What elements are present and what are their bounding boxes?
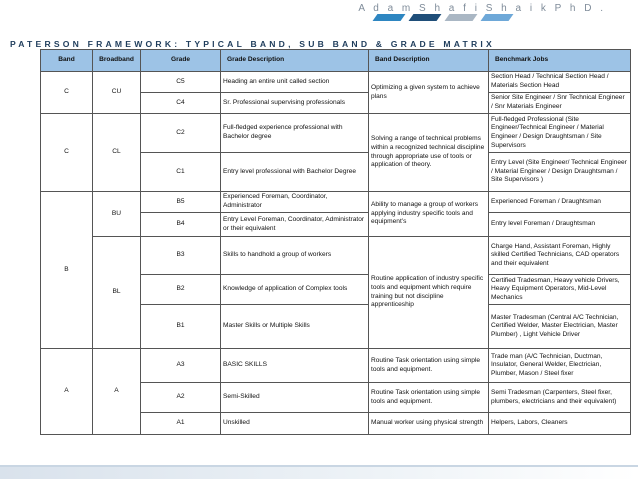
- band-description-cell: Routine application of industry specific tools and equipment which require training but not discipline apprenticeship: [369, 237, 489, 349]
- benchmark-jobs-cell: Entry level Foreman / Draughtsman: [489, 213, 631, 237]
- band-description-cell: Routine Task orientation using simple tools and equipment.: [369, 349, 489, 383]
- grade-description-cell: Entry Level Foreman, Coordinator, Administrator or their equivalent: [221, 213, 369, 237]
- band-cell: B: [41, 192, 93, 349]
- benchmark-jobs-cell: Master Tradesman (Central A/C Technician, Certified Welder, Master Electrician, Master Plumber) , Light Vehicle Driver: [489, 305, 631, 349]
- benchmark-jobs-cell: Charge Hand, Assistant Foreman, Highly skilled Certified Technicians, CAD operators and their equivalent: [489, 237, 631, 275]
- table-row: [41, 349, 631, 383]
- grade-cell: C2: [141, 114, 221, 153]
- benchmark-jobs-cell: Helpers, Labors, Cleaners: [489, 413, 631, 435]
- stripe-4: [481, 14, 514, 21]
- broadband-cell: A: [93, 349, 141, 435]
- table-row: [41, 114, 631, 153]
- bottom-bar-stroke: [0, 465, 638, 467]
- benchmark-jobs-cell: Entry Level (Site Engineer/ Technical Engineer / Material Engineer / Design Draughtsman / Site Supervisors ): [489, 153, 631, 192]
- grade-description-cell: Skills to handhold a group of workers: [221, 237, 369, 275]
- table-row: [41, 192, 631, 213]
- author-name: A d a m S h a f i S h a i k P h D .: [358, 3, 606, 14]
- broadband-cell: CL: [93, 114, 141, 192]
- grade-description-cell: Experienced Foreman, Coordinator, Administrator: [221, 192, 369, 213]
- band-description-cell: Solving a range of technical problems within a recognized technical discipline through appropriate use of tools or application of theory.: [369, 114, 489, 192]
- header-grade-description: Grade Description: [221, 50, 369, 72]
- stripe-3: [445, 14, 478, 21]
- grade-description-cell: BASIC SKILLS: [221, 349, 369, 383]
- benchmark-jobs-cell: Section Head / Technical Section Head / Materials Section Head: [489, 72, 631, 93]
- benchmark-jobs-cell: Certified Tradesman, Heavy vehicle Drivers, Heavy Equipment Operators, Mid-Level Mechanics: [489, 275, 631, 305]
- table-header-row: [41, 50, 631, 72]
- benchmark-jobs-cell: Experienced Foreman / Draughtsman: [489, 192, 631, 213]
- broadband-cell: BL: [93, 237, 141, 349]
- page-title: PATERSON FRAMEWORK: TYPICAL BAND, SUB BAND & GRADE MATRIX: [10, 39, 495, 49]
- grade-description-cell: Full-fledged experience professional with Bachelor degree: [221, 114, 369, 153]
- grade-description-cell: Unskilled: [221, 413, 369, 435]
- grade-description-cell: Master Skills or Multiple Skills: [221, 305, 369, 349]
- grade-cell: A2: [141, 383, 221, 413]
- grade-description-cell: Knowledge of application of Complex tools: [221, 275, 369, 305]
- grade-cell: B4: [141, 213, 221, 237]
- header-band-description: Band Description: [369, 50, 489, 72]
- header-grade: Grade: [141, 50, 221, 72]
- grade-matrix-table: [40, 49, 631, 435]
- grade-cell: B2: [141, 275, 221, 305]
- grade-description-cell: Sr. Professional supervising professionals: [221, 93, 369, 114]
- header-benchmark-jobs: Benchmark Jobs: [489, 50, 631, 72]
- grade-description-cell: Semi-Skilled: [221, 383, 369, 413]
- header-band: Band: [41, 50, 93, 72]
- benchmark-jobs-cell: Full-fledged Professional (Site Engineer/Technical Engineer / Material Engineer / Design Draughtsman / Site Supervisors: [489, 114, 631, 153]
- band-description-cell: Routine Task orientation using simple tools and equipment.: [369, 383, 489, 413]
- broadband-cell: CU: [93, 72, 141, 114]
- grade-cell: A3: [141, 349, 221, 383]
- band-cell: C: [41, 114, 93, 192]
- band-description-cell: Manual worker using physical strength: [369, 413, 489, 435]
- grade-cell: C1: [141, 153, 221, 192]
- grade-cell: C4: [141, 93, 221, 114]
- bottom-decorative-bar: [0, 465, 638, 479]
- grade-cell: B5: [141, 192, 221, 213]
- grade-cell: B1: [141, 305, 221, 349]
- benchmark-jobs-cell: Trade man (A/C Technician, Ductman, Insulator, General Welder, Electrician, Plumber, Mason / Steel fixer: [489, 349, 631, 383]
- band-cell: C: [41, 72, 93, 114]
- broadband-cell: BU: [93, 192, 141, 237]
- grade-description-cell: Entry level professional with Bachelor Degree: [221, 153, 369, 192]
- band-cell: A: [41, 349, 93, 435]
- header-broadband: Broadband: [93, 50, 141, 72]
- benchmark-jobs-cell: Semi Tradesman (Carpenters, Steel fixer, plumbers, electricians and their equivalent): [489, 383, 631, 413]
- benchmark-jobs-cell: Senior Site Engineer / Snr Technical Engineer / Snr Materials Engineer: [489, 93, 631, 114]
- grade-cell: A1: [141, 413, 221, 435]
- table-row: [41, 237, 631, 275]
- decorative-stripes: [375, 14, 535, 22]
- grade-cell: C5: [141, 72, 221, 93]
- grade-cell: B3: [141, 237, 221, 275]
- grade-description-cell: Heading an entire unit called section: [221, 72, 369, 93]
- band-description-cell: Ability to manage a group of workers applying industry specific tools and equipment’s: [369, 192, 489, 237]
- band-description-cell: Optimizing a given system to achieve plans: [369, 72, 489, 114]
- stripe-2: [409, 14, 442, 21]
- stripe-1: [373, 14, 406, 21]
- table-row: [41, 72, 631, 93]
